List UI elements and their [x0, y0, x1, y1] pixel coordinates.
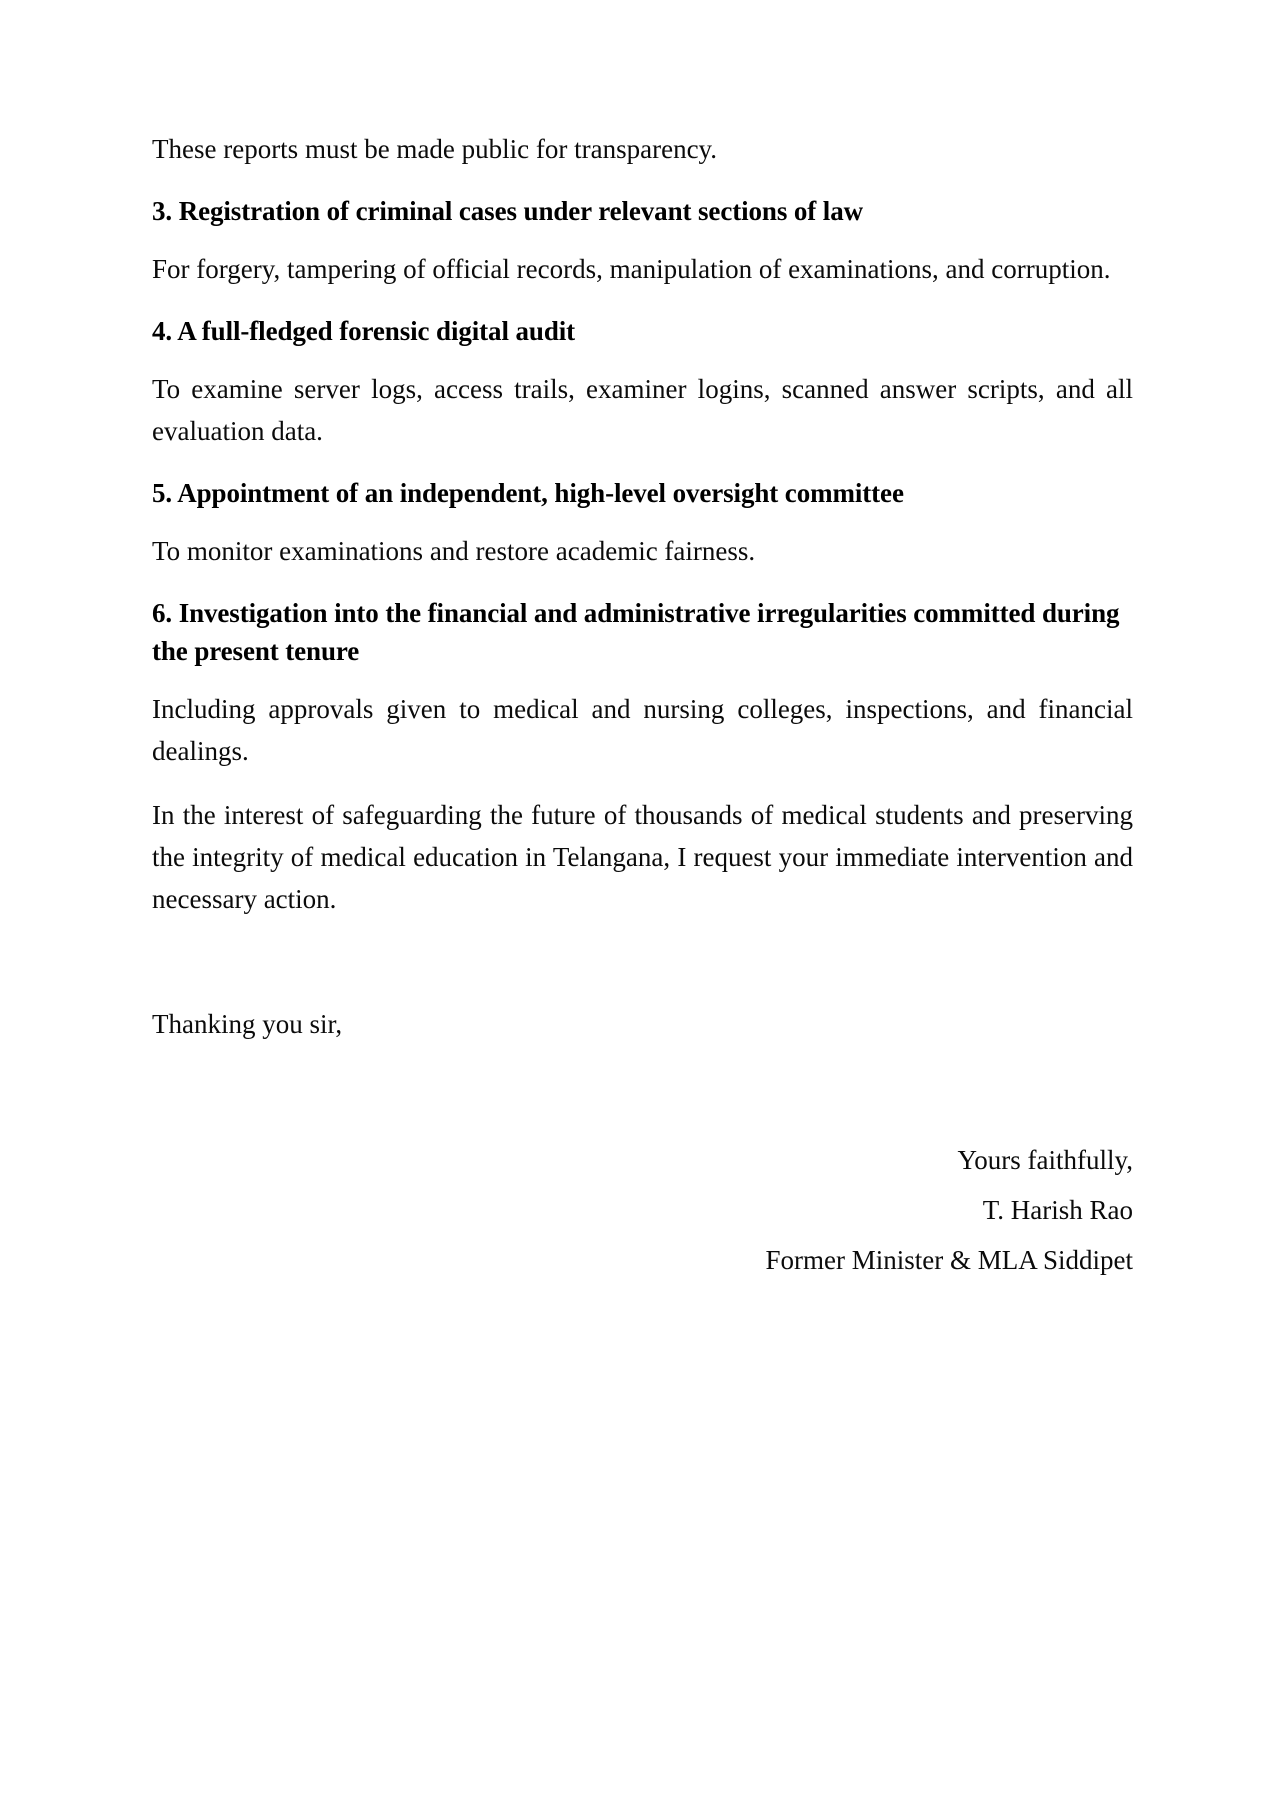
signature-designation: Former Minister & MLA Siddipet — [765, 1245, 1133, 1275]
closing-salutation: Thanking you sir, — [152, 1009, 343, 1039]
heading-item-3: 3. Registration of criminal cases under relevant sections of law — [152, 196, 864, 226]
document-body — [152, 128, 1133, 1044]
paragraph-item-6-detail: Including approvals given to medical and nursing colleges, inspections, and financial dealings. — [152, 694, 1133, 766]
closing-spacer — [152, 942, 1133, 1004]
signature-name: T. Harish Rao — [982, 1195, 1133, 1225]
paragraph-item-4-detail: To examine server logs, access trails, examiner logins, scanned answer scripts, and all evaluation data. — [152, 374, 1133, 446]
signature-valediction: Yours faithfully, — [957, 1145, 1133, 1175]
heading-item-6: 6. Investigation into the financial and administrative irregularities committed during the present tenure — [152, 598, 1120, 666]
heading-item-5: 5. Appointment of an independent, high-level oversight committee — [152, 478, 904, 508]
paragraph-item-3-detail: For forgery, tampering of official records, manipulation of examinations, and corruption. — [152, 254, 1111, 284]
paragraph-transparency: These reports must be made public for transparency. — [152, 134, 718, 164]
heading-item-4: 4. A full-fledged forensic digital audit — [152, 316, 576, 346]
paragraph-item-5-detail: To monitor examinations and restore academic fairness. — [152, 536, 756, 566]
signature-block — [152, 1135, 1133, 1285]
paragraph-closing-appeal: In the interest of safeguarding the future of thousands of medical students and preserving the integrity of medical education in Telangana, I request your immediate intervention and necessary action. — [152, 800, 1133, 914]
